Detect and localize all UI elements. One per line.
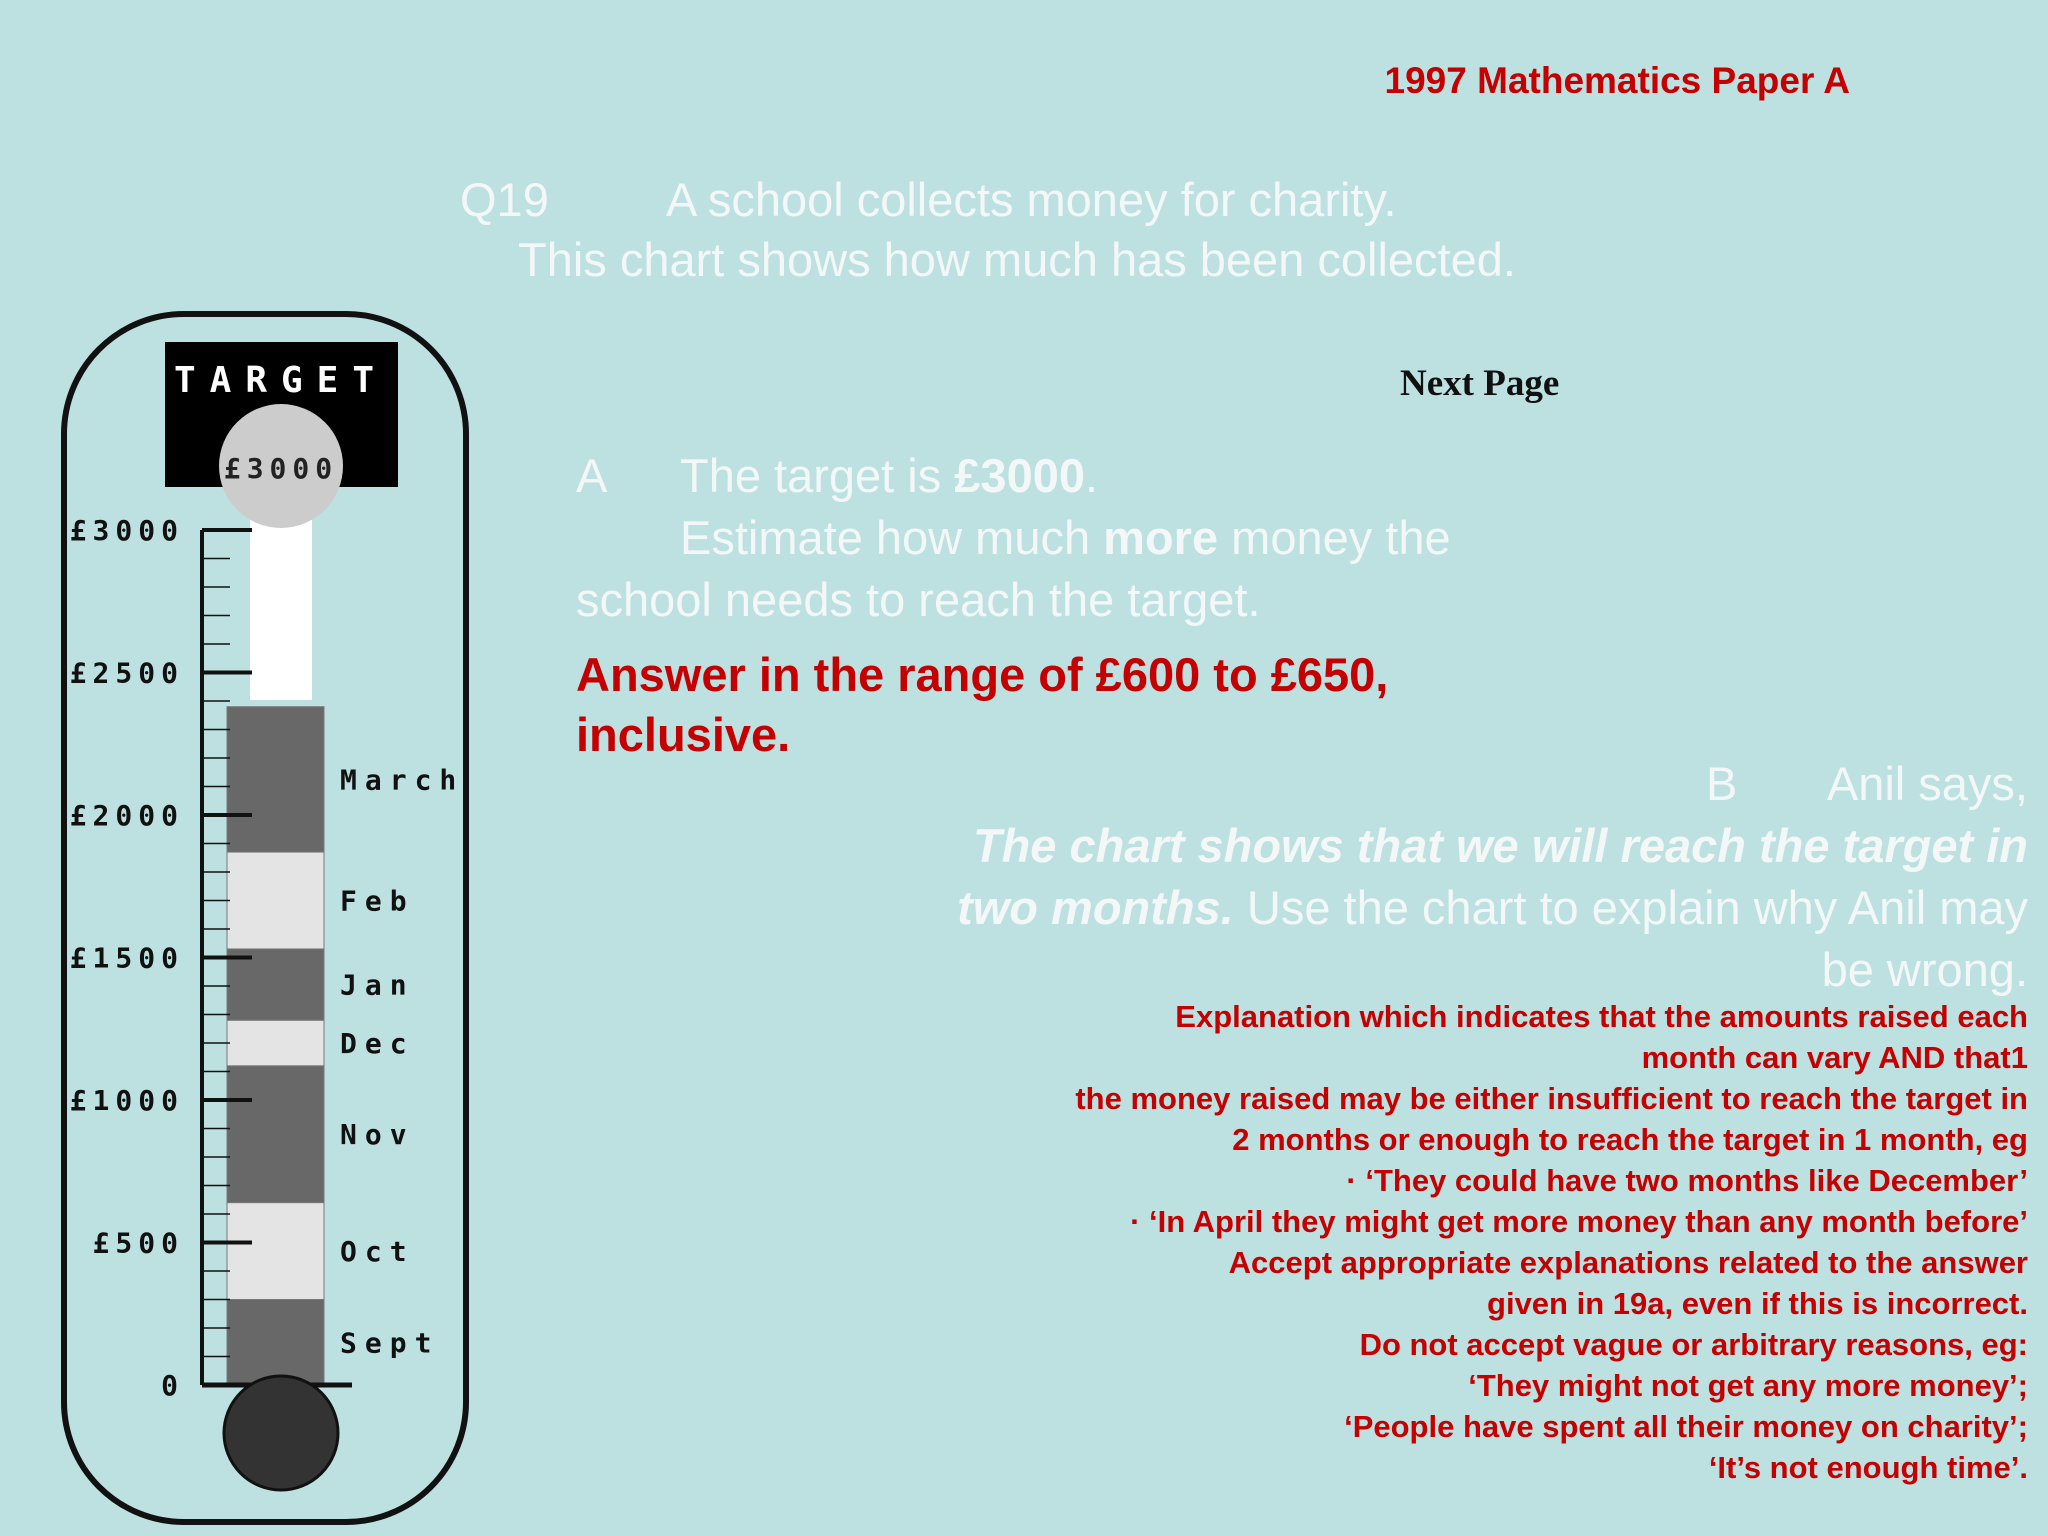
- mark-scheme-line: · ‘They could have two months like December’: [1346, 1163, 2028, 1198]
- mark-scheme-line: given in 19a, even if this is incorrect.: [1487, 1286, 2028, 1321]
- month-bar-sept: [227, 1300, 324, 1386]
- target-value: £3000: [223, 452, 339, 485]
- month-label-sept: Sept: [340, 1326, 440, 1360]
- question-intro-2: This chart shows how much has been collected.: [518, 233, 1516, 286]
- paper-title: 1997 Mathematics Paper A: [1384, 60, 1850, 101]
- axis-tick-label: 0: [161, 1369, 184, 1402]
- month-label-march: March: [340, 763, 465, 797]
- mark-scheme-line: Explanation which indicates that the amounts raised each: [1175, 999, 2028, 1034]
- axis-tick-label: £500: [92, 1226, 184, 1260]
- axis-tick-label: £1000: [69, 1084, 184, 1117]
- mark-scheme-line: · ‘In April they might get more money than any month before’: [1130, 1204, 2028, 1239]
- question-intro: A school collects money for charity.: [666, 173, 1397, 226]
- part-b-says: Anil says,: [1826, 757, 2028, 810]
- month-bar-dec: [227, 1020, 324, 1066]
- month-bar-nov: [227, 1066, 324, 1203]
- part-a-letter: A: [576, 449, 608, 502]
- next-page-link[interactable]: Next Page: [1400, 363, 1560, 404]
- mark-scheme-line: month can vary AND that1: [1641, 1040, 2028, 1075]
- month-segments: [227, 707, 464, 1385]
- month-bar-march: [227, 707, 324, 852]
- axis-tick-label: £3000: [69, 514, 184, 547]
- mark-scheme-line: Accept appropriate explanations related to the answer: [1228, 1245, 2028, 1280]
- axis-tick-label: £2000: [69, 799, 184, 832]
- part-b-quote-line1: The chart shows that we will reach the target in: [972, 819, 2028, 872]
- thermometer-tube: [250, 520, 312, 700]
- month-bar-oct: [227, 1203, 324, 1300]
- mark-scheme-line: ‘People have spent all their money on charity’;: [1344, 1409, 2028, 1444]
- part-a-line3: school needs to reach the target.: [576, 573, 1261, 626]
- part-b-line2: two months. Use the chart to explain why Anil may: [957, 881, 2028, 934]
- part-a-line1: The target is £3000.: [680, 449, 1099, 502]
- part-b-letter: B: [1706, 757, 1738, 810]
- part-a-line2: Estimate how much more money the: [680, 511, 1451, 564]
- axis-tick-label: £1500: [69, 941, 184, 975]
- question-number: Q19: [460, 173, 549, 226]
- mark-scheme-line: ‘They might not get any more money’;: [1468, 1368, 2028, 1403]
- month-bar-jan: [227, 949, 324, 1020]
- month-label-feb: Feb: [340, 884, 415, 918]
- month-bar-feb: [227, 852, 324, 949]
- target-label: TARGET: [173, 360, 389, 401]
- thermometer-bulb: [224, 1376, 338, 1490]
- mark-scheme-line: Do not accept vague or arbitrary reasons, eg:: [1359, 1327, 2028, 1362]
- axis-tick-label: £2500: [69, 656, 184, 690]
- mark-scheme-line: 2 months or enough to reach the target in 1 month, eg: [1232, 1122, 2028, 1157]
- month-label-jan: Jan: [340, 968, 415, 1002]
- part-a-answer: Answer in the range of £600 to £650, inclusive.: [576, 648, 1389, 761]
- mark-scheme-line: ‘It’s not enough time’.: [1708, 1450, 2028, 1485]
- part-b-line3: be wrong.: [1821, 943, 2028, 996]
- mark-scheme-line: the money raised may be either insufficient to reach the target in: [1075, 1081, 2028, 1116]
- month-label-oct: Oct: [340, 1235, 415, 1269]
- month-label-nov: Nov: [340, 1118, 415, 1152]
- month-label-dec: Dec: [340, 1027, 415, 1060]
